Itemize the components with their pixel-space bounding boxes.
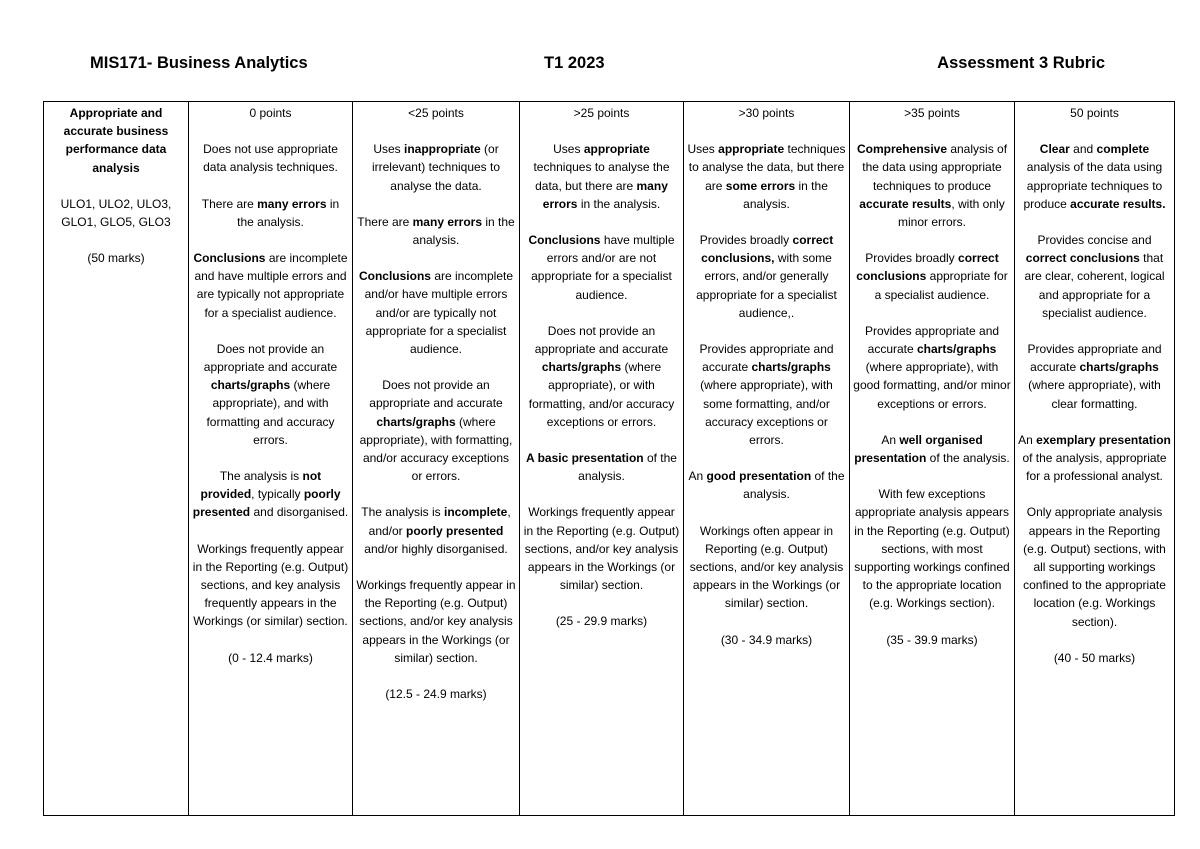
descriptor-text: Workings frequently appear in the Reporting (e.g. Output) sections, and key analysis frequently appears in the Workings (or similar) section. bbox=[192, 541, 349, 629]
descriptor-text: (or irrelevant) techniques to analyse the data. bbox=[371, 142, 501, 193]
level-marks: (12.5 - 24.9 marks) bbox=[385, 687, 487, 702]
descriptor-text: have multiple errors and/or are not appropriate for a specialist audience. bbox=[531, 233, 675, 302]
descriptor-paragraph bbox=[853, 140, 1011, 231]
descriptor-paragraph bbox=[853, 431, 1011, 467]
descriptor-emphasis: poorly presented bbox=[406, 523, 504, 538]
descriptor-text: of the analysis. bbox=[578, 451, 677, 484]
descriptor-paragraph bbox=[853, 249, 1011, 304]
descriptor-emphasis: appropriate bbox=[583, 142, 650, 157]
descriptor-paragraph bbox=[356, 140, 516, 195]
level-points: 0 points bbox=[249, 106, 292, 120]
descriptor-emphasis: many errors bbox=[257, 196, 327, 211]
document-header bbox=[90, 54, 1105, 78]
rubric-row bbox=[44, 102, 1175, 816]
descriptor-text: of the analysis. bbox=[743, 469, 845, 502]
level-descriptors bbox=[356, 140, 516, 667]
descriptor-text: techniques to analyse the data, but there are bbox=[533, 160, 670, 193]
descriptor-emphasis: Comprehensive bbox=[856, 142, 947, 157]
descriptor-paragraph bbox=[192, 195, 349, 231]
criterion-marks: (50 marks) bbox=[87, 251, 145, 266]
level-cell-over-35-points bbox=[850, 102, 1015, 816]
descriptor-emphasis: charts/graphs bbox=[917, 342, 997, 357]
descriptor-paragraph bbox=[523, 322, 680, 431]
descriptor-emphasis: not provided bbox=[200, 469, 322, 502]
term-label: T1 2023 bbox=[544, 54, 605, 72]
level-cell-under-25-points bbox=[353, 102, 520, 816]
descriptor-paragraph bbox=[192, 340, 349, 449]
descriptor-text: Uses bbox=[373, 142, 404, 157]
descriptor-paragraph bbox=[192, 140, 349, 176]
descriptor-text: Provides appropriate and accurate bbox=[864, 323, 1000, 357]
descriptor-text: that are clear, coherent, logical and appropriate for a specialist audience. bbox=[1024, 251, 1165, 320]
descriptor-emphasis: charts/graphs bbox=[541, 360, 622, 375]
descriptor-text: (where appropriate), or with formatting, and/or accuracy exceptions or errors. bbox=[528, 360, 675, 429]
descriptor-emphasis: Clear bbox=[1039, 142, 1070, 157]
descriptor-text: are incomplete and have multiple errors and are typically not appropriate for a specialist audience. bbox=[194, 251, 348, 320]
descriptor-text: The analysis is bbox=[361, 505, 444, 520]
descriptor-text: The analysis is bbox=[219, 469, 303, 484]
level-cell-50-points bbox=[1015, 102, 1175, 816]
descriptor-emphasis: many errors bbox=[412, 214, 483, 229]
descriptor-text: and bbox=[1069, 142, 1097, 157]
descriptor-paragraph bbox=[687, 340, 846, 449]
descriptor-paragraph bbox=[1018, 503, 1171, 630]
descriptor-emphasis: correct conclusions bbox=[856, 251, 999, 284]
assessment-title: Assessment 3 Rubric bbox=[937, 54, 1105, 72]
descriptor-text: Does not use appropriate data analysis techniques. bbox=[203, 142, 338, 175]
descriptor-emphasis: charts/graphs bbox=[751, 360, 831, 375]
descriptor-text: (where appropriate), with clear formatting. bbox=[1028, 378, 1161, 411]
level-points: 50 points bbox=[1070, 106, 1119, 120]
descriptor-text: and/or highly disorganised. bbox=[364, 541, 508, 556]
level-points: >25 points bbox=[573, 106, 630, 120]
descriptor-emphasis: charts/graphs bbox=[210, 378, 291, 393]
descriptor-text: analysis of the data using appropriate techniques to produce bbox=[1023, 160, 1163, 211]
level-descriptors bbox=[192, 140, 349, 630]
descriptor-text: Provides appropriate and accurate bbox=[1027, 342, 1162, 375]
level-points: >30 points bbox=[738, 106, 795, 120]
descriptor-emphasis: many errors bbox=[542, 178, 668, 211]
descriptor-paragraph bbox=[687, 231, 846, 322]
descriptor-text: Does not provide an appropriate and accurate bbox=[534, 323, 669, 357]
level-marks: (0 - 12.4 marks) bbox=[228, 650, 313, 665]
level-points: >35 points bbox=[904, 106, 960, 120]
level-cell-over-30-points bbox=[684, 102, 850, 816]
descriptor-text: Provides appropriate and accurate bbox=[699, 342, 834, 375]
descriptor-text: Provides broadly bbox=[699, 233, 793, 248]
descriptor-emphasis: A basic presentation bbox=[526, 451, 644, 466]
descriptor-emphasis: inappropriate bbox=[404, 142, 481, 157]
descriptor-emphasis: charts/graphs bbox=[1079, 360, 1159, 375]
descriptor-text: , with only minor errors. bbox=[897, 196, 1005, 230]
descriptor-emphasis: charts/graphs bbox=[376, 414, 456, 429]
descriptor-text: Workings often appear in Reporting (e.g. Output) sections, and/or key analysis appears in the Workings (or similar) section. bbox=[689, 523, 844, 611]
descriptor-emphasis: Conclusions bbox=[358, 269, 431, 284]
descriptor-paragraph bbox=[1018, 140, 1171, 213]
descriptor-text: (where appropriate), and with formatting and accuracy errors. bbox=[206, 378, 335, 447]
descriptor-text: analysis of the data using appropriate techniques to produce bbox=[862, 142, 1008, 193]
criterion-outcomes: ULO1, ULO2, ULO3, GLO1, GLO5, GLO3 bbox=[60, 196, 172, 230]
descriptor-text: in the analysis. bbox=[237, 196, 340, 229]
descriptor-text: There are bbox=[201, 196, 258, 211]
descriptor-emphasis: good presentation bbox=[706, 469, 812, 484]
descriptor-paragraph bbox=[523, 231, 680, 304]
descriptor-emphasis: accurate results. bbox=[1070, 196, 1166, 211]
descriptor-text: of the analysis. bbox=[926, 451, 1010, 466]
descriptor-paragraph bbox=[356, 376, 516, 485]
descriptor-text: with some errors, and/or generally appropriate for a specialist audience,. bbox=[696, 251, 837, 320]
descriptor-text: Does not provide an appropriate and accurate bbox=[369, 378, 503, 411]
descriptor-text: Uses bbox=[553, 142, 584, 157]
level-points: <25 points bbox=[408, 106, 464, 120]
descriptor-emphasis: accurate results bbox=[859, 196, 952, 211]
descriptor-text: of the analysis, appropriate for a professional analyst. bbox=[1022, 451, 1167, 484]
descriptor-text: Workings frequently appear in the Reporting (e.g. Output) sections, and/or key analysis appears in the Workings (or similar) section. bbox=[356, 578, 516, 665]
descriptor-text: in the analysis. bbox=[743, 178, 828, 211]
descriptor-emphasis: Conclusions bbox=[528, 233, 601, 248]
descriptor-text: , and/or bbox=[368, 505, 511, 538]
descriptor-text: Does not provide an appropriate and accurate bbox=[203, 341, 338, 375]
descriptor-text: Provides concise and bbox=[1037, 233, 1152, 248]
descriptor-paragraph bbox=[356, 503, 516, 558]
level-cell-over-25-points bbox=[520, 102, 684, 816]
descriptor-text: An bbox=[1018, 432, 1037, 447]
level-descriptors bbox=[853, 140, 1011, 612]
descriptor-emphasis: some errors bbox=[725, 178, 796, 193]
descriptor-emphasis: well organised presentation bbox=[854, 432, 983, 466]
descriptor-emphasis: poorly presented bbox=[192, 487, 341, 520]
descriptor-text: Uses bbox=[687, 142, 719, 157]
descriptor-emphasis: correct conclusions bbox=[1025, 251, 1140, 266]
descriptor-emphasis: appropriate bbox=[718, 142, 785, 157]
descriptor-emphasis: incomplete bbox=[444, 505, 508, 520]
descriptor-emphasis: complete bbox=[1096, 142, 1150, 157]
level-marks: (35 - 39.9 marks) bbox=[886, 632, 978, 647]
descriptor-paragraph bbox=[192, 467, 349, 522]
descriptor-text: An bbox=[688, 469, 707, 484]
descriptor-paragraph bbox=[523, 503, 680, 594]
descriptor-paragraph bbox=[356, 213, 516, 249]
course-title: MIS171- Business Analytics bbox=[90, 54, 308, 72]
level-descriptors bbox=[687, 140, 846, 612]
level-marks: (25 - 29.9 marks) bbox=[555, 614, 648, 629]
descriptor-text: With few exceptions appropriate analysis appears in the Reporting (e.g. Output) sections, with most supporting workings confined to the appropriate location (e.g. Workings section). bbox=[854, 487, 1010, 611]
descriptor-text: in the analysis. bbox=[412, 214, 515, 248]
descriptor-paragraph bbox=[523, 140, 680, 213]
descriptor-text: are incomplete and/or have multiple errors and/or are typically not appropriate for a specialist audience. bbox=[364, 269, 514, 357]
descriptor-paragraph bbox=[1018, 431, 1171, 486]
descriptor-emphasis: correct conclusions, bbox=[701, 233, 834, 266]
level-descriptors bbox=[523, 140, 680, 594]
criterion-title: Appropriate and accurate business performance data analysis bbox=[63, 106, 169, 175]
descriptor-text: (where appropriate), with good formatting, and/or minor exceptions or errors. bbox=[853, 360, 1011, 411]
descriptor-paragraph bbox=[687, 522, 846, 613]
criterion-cell bbox=[44, 102, 189, 816]
level-marks: (40 - 50 marks) bbox=[1053, 650, 1136, 665]
descriptor-paragraph bbox=[687, 140, 846, 213]
descriptor-text: Provides broadly bbox=[865, 251, 959, 266]
descriptor-text: An bbox=[881, 432, 900, 447]
descriptor-paragraph bbox=[192, 540, 349, 631]
level-descriptors bbox=[1018, 140, 1171, 631]
descriptor-paragraph bbox=[853, 322, 1011, 413]
descriptor-text: (where appropriate), with formatting, and/or accuracy exceptions or errors. bbox=[359, 414, 513, 484]
descriptor-text: There are bbox=[357, 214, 413, 229]
descriptor-text: Only appropriate analysis appears in the Reporting (e.g. Output) sections, with all supporting workings confined to the appropriate location (e.g. Workings section). bbox=[1023, 505, 1166, 629]
descriptor-paragraph bbox=[853, 485, 1011, 612]
descriptor-text: , typically bbox=[251, 487, 304, 502]
level-marks: (30 - 34.9 marks) bbox=[720, 632, 813, 647]
descriptor-paragraph bbox=[1018, 231, 1171, 322]
level-cell-0-points bbox=[189, 102, 353, 816]
descriptor-text: (where appropriate), with some formatting, and/or accuracy exceptions or errors. bbox=[700, 378, 833, 448]
descriptor-text: Workings frequently appear in the Reporting (e.g. Output) sections, and/or key analysis appears in the Workings (or similar) section. bbox=[523, 505, 680, 593]
descriptor-emphasis: Conclusions bbox=[193, 251, 266, 266]
rubric-table bbox=[43, 101, 1175, 816]
descriptor-text: techniques to analyse the data, but there are bbox=[688, 142, 846, 193]
descriptor-paragraph bbox=[687, 467, 846, 503]
descriptor-paragraph bbox=[356, 267, 516, 358]
descriptor-paragraph bbox=[1018, 340, 1171, 413]
descriptor-paragraph bbox=[356, 576, 516, 667]
descriptor-text: appropriate for a specialist audience. bbox=[874, 269, 1008, 302]
descriptor-paragraph bbox=[192, 249, 349, 322]
descriptor-text: and disorganised. bbox=[250, 505, 349, 520]
descriptor-paragraph bbox=[523, 449, 680, 485]
descriptor-text: in the analysis. bbox=[577, 196, 661, 211]
descriptor-emphasis: exemplary presentation bbox=[1036, 432, 1171, 447]
